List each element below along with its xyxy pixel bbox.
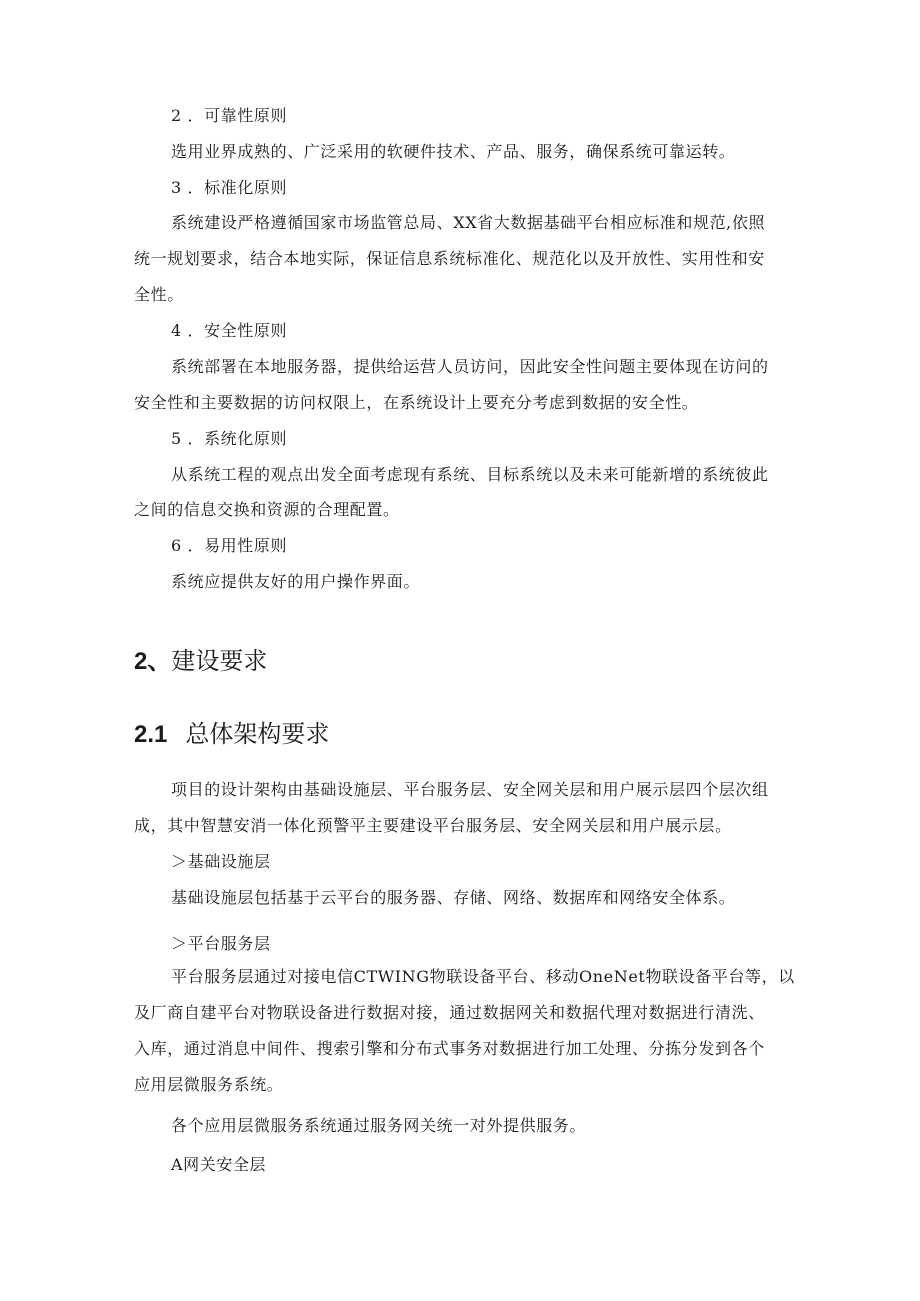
section-2-number: 2、	[134, 648, 172, 675]
principle-5-body-line-2: 之间的信息交换和资源的合理配置。	[134, 500, 400, 519]
section-2-1-title: 总体架构要求	[185, 720, 330, 748]
principle-5-heading: 5 ．系统化原则	[171, 429, 288, 448]
principle-2-body: 选用业界成熟的、广泛采用的软硬件技术、产品、服务，确保系统可靠运转。	[171, 142, 736, 161]
section-2-1-heading	[134, 719, 329, 750]
layer-platform-body-line-3: 入库，通过消息中间件、搜索引擎和分布式事务对数据进行加工处理、分拣分发到各个	[134, 1039, 765, 1058]
layer-platform-body-2: 各个应用层微服务系统通过服务网关统一对外提供服务。	[171, 1116, 587, 1135]
principle-3-body-line-3: 全性。	[134, 285, 184, 304]
principle-6-heading: 6 ．易用性原则	[171, 536, 288, 555]
principle-2-heading: 2 ．可靠性原则	[171, 106, 288, 125]
layer-infra-heading: ＞基础设施层	[171, 852, 271, 871]
principle-5-body-line-1: 从系统工程的观点出发全面考虑现有系统、目标系统以及未来可能新增的系统彼此	[171, 465, 769, 484]
layer-platform-body-line-2: 及厂商自建平台对物联设备进行数据对接，通过数据网关和数据代理对数据进行清洗、	[134, 1003, 765, 1022]
intro-line-1: 项目的设计架构由基础设施层、平台服务层、安全网关层和用户展示层四个层次组	[171, 780, 769, 799]
section-2-1-number: 2.1	[134, 721, 168, 748]
section-2-heading	[134, 646, 267, 677]
layer-gateway-heading: A网关安全层	[171, 1155, 267, 1174]
layer-platform-body-line-1: 平台服务层通过对接电信CTWING物联设备平台、移动OneNet物联设备平台等，以	[171, 967, 795, 986]
principle-3-body-line-1: 系统建设严格遵循国家市场监管总局、XX省大数据基础平台相应标准和规范,依照	[171, 213, 766, 232]
layer-infra-body: 基础设施层包括基于云平台的服务器、存储、网络、数据库和网络安全体系。	[171, 888, 736, 907]
principle-3-heading: 3 ．标准化原则	[171, 178, 288, 197]
principle-4-body-line-1: 系统部署在本地服务器，提供给运营人员访问，因此安全性问题主要体现在访问的	[171, 357, 769, 376]
layer-platform-heading: ＞平台服务层	[171, 934, 271, 953]
principle-4-heading: 4 ．安全性原则	[171, 321, 288, 340]
principle-6-body: 系统应提供友好的用户操作界面。	[171, 572, 421, 591]
intro-line-2: 成，其中智慧安消一体化预警平主要建设平台服务层、安全网关层和用户展示层。	[134, 816, 732, 835]
principle-3-body-line-2: 统一规划要求，结合本地实际，保证信息系统标准化、规范化以及开放性、实用性和安	[134, 249, 765, 268]
section-2-title: 建设要求	[171, 647, 268, 675]
layer-platform-body-line-4: 应用层微服务系统。	[134, 1075, 284, 1094]
principle-4-body-line-2: 安全性和主要数据的访问权限上，在系统设计上要充分考虑到数据的安全性。	[134, 393, 699, 412]
